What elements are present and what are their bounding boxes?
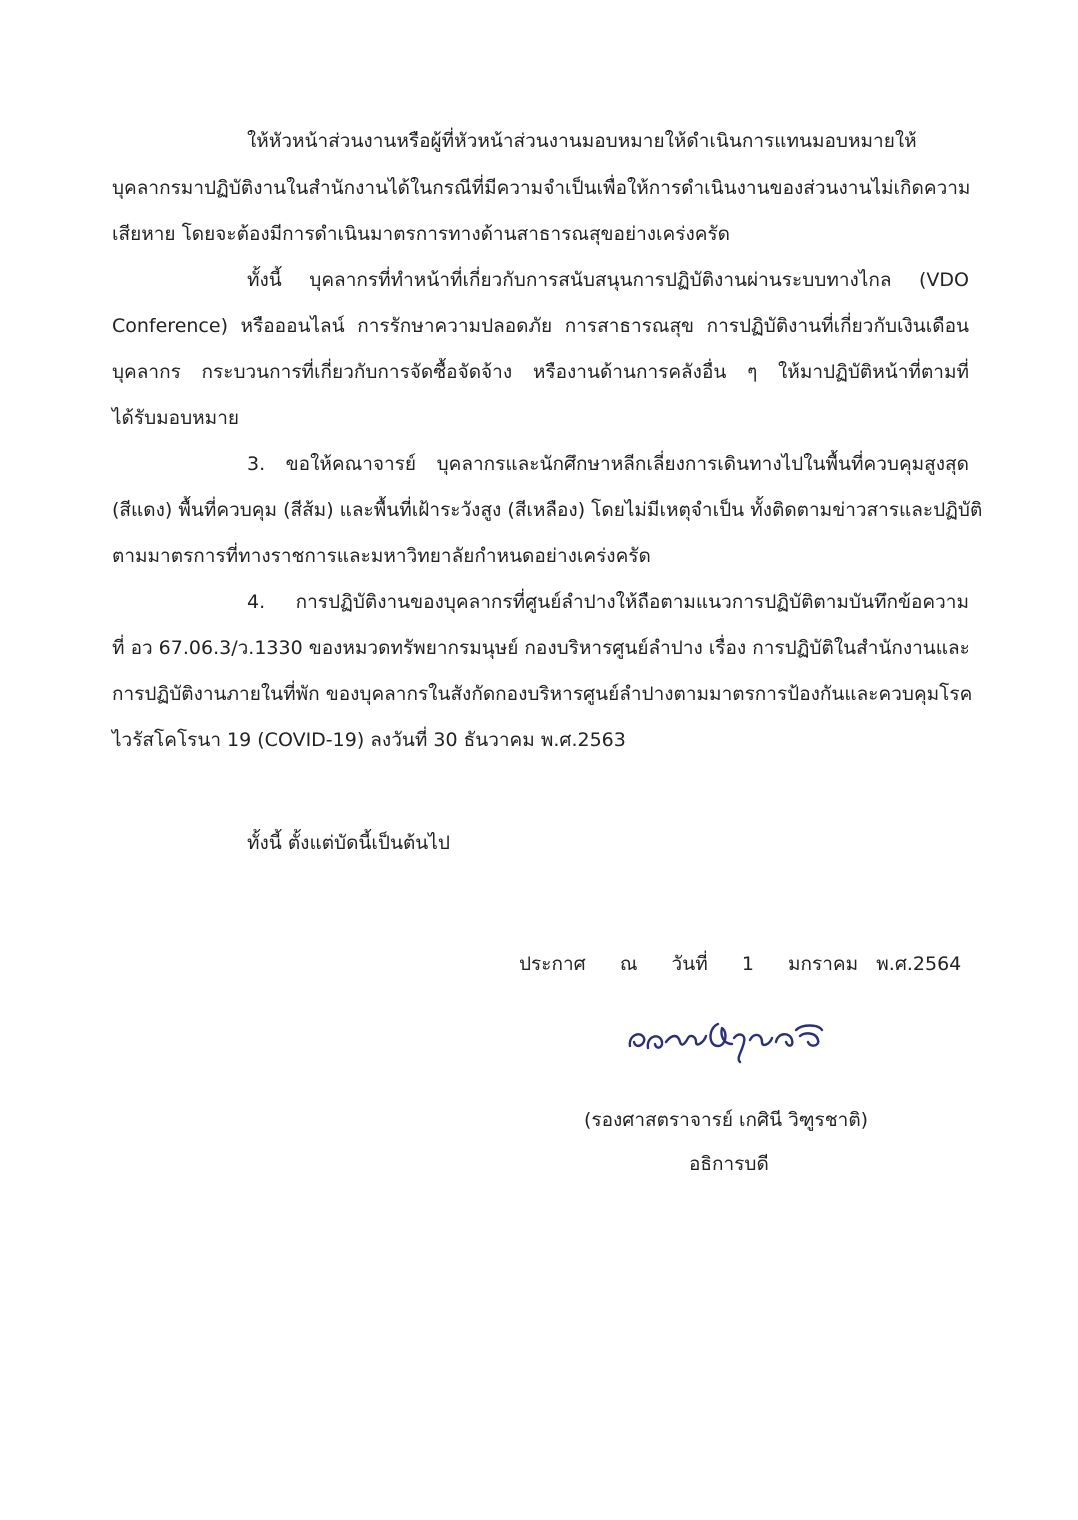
body-line-2: บุคลากรมาปฏิบัติงานในสำนักงานได้ในกรณีที่มีความจำเป็นเพื่อให้การดำเนินงานของส่วนงานไม่เกิดความ <box>112 177 971 199</box>
announcement-date <box>519 950 961 978</box>
announcement-year: พ.ศ.2564 <box>876 953 962 975</box>
item-4-line-1: 4. การปฏิบัติงานของบุคลากรที่ศูนย์ลำปางให้ถือตามแนวการปฏิบัติตามบันทึกข้อความ <box>247 591 969 613</box>
announcement-at: ณ <box>619 953 638 975</box>
announcement-day-label: วันที่ <box>671 953 708 975</box>
signatory-title: อธิการบดี <box>689 1153 769 1175</box>
signatory-name: (รองศาสตราจารย์ เกศินี วิฑูรชาติ) <box>584 1109 869 1131</box>
body-line-6: บุคลากร กระบวนการที่เกี่ยวกับการจัดซื้อจัดจ้าง หรืองานด้านการคลังอื่น ๆ ให้มาปฏิบัติหน้าที่ตามที่ <box>112 361 969 383</box>
announcement-prefix: ประกาศ <box>519 953 586 975</box>
item-4-line-4: ไวรัสโคโรนา 19 (COVID-19) ลงวันที่ 30 ธันวาคม พ.ศ.2563 <box>112 729 626 751</box>
item-3-line-3: ตามมาตรการที่ทางราชการและมหาวิทยาลัยกำหนดอย่างเคร่งครัด <box>112 545 651 567</box>
effective-clause: ทั้งนี้ ตั้งแต่บัดนี้เป็นต้นไป <box>247 832 450 854</box>
body-line-4: ทั้งนี้ บุคลากรที่ทำหน้าที่เกี่ยวกับการสนับสนุนการปฏิบัติงานผ่านระบบทางไกล (VDO <box>247 269 969 291</box>
item-3-line-2: (สีแดง) พื้นที่ควบคุม (สีส้ม) และพื้นที่เฝ้าระวังสูง (สีเหลือง) โดยไม่มีเหตุจำเป็น ทั้งติดตามข่าวสารและปฏิบัติ <box>112 499 983 521</box>
announcement-day: 1 <box>741 953 754 975</box>
announcement-month: มกราคม <box>788 953 859 975</box>
item-4-line-2: ที่ อว 67.06.3/ว.1330 ของหมวดทรัพยากรมนุษย์ กองบริหารศูนย์ลำปาง เรื่อง การปฏิบัติในสำนักงานและ <box>112 637 970 659</box>
signature-strokes <box>630 1024 822 1062</box>
item-4-line-3: การปฏิบัติงานภายในที่พัก ของบุคลากรในสังกัดกองบริหารศูนย์ลำปางตามมาตรการป้องกันและควบคุมโรค <box>112 683 973 705</box>
body-line-3: เสียหาย โดยจะต้องมีการดำเนินมาตรการทางด้านสาธารณสุขอย่างเคร่งครัด <box>112 223 730 245</box>
body-line-7: ได้รับมอบหมาย <box>112 407 240 429</box>
body-line-5: Conference) หรือออนไลน์ การรักษาความปลอดภัย การสาธารณสุข การปฏิบัติงานที่เกี่ยวกับเงินเดือน <box>112 315 969 337</box>
handwritten-signature <box>622 1008 832 1068</box>
body-line-1: ให้หัวหน้าส่วนงานหรือผู้ที่หัวหน้าส่วนงานมอบหมายให้ดำเนินการแทนมอบหมายให้ <box>247 130 917 152</box>
item-3-line-1: 3. ขอให้คณาจารย์ บุคลากรและนักศึกษาหลีกเลี่ยงการเดินทางไปในพื้นที่ควบคุมสูงสุด <box>247 453 969 475</box>
